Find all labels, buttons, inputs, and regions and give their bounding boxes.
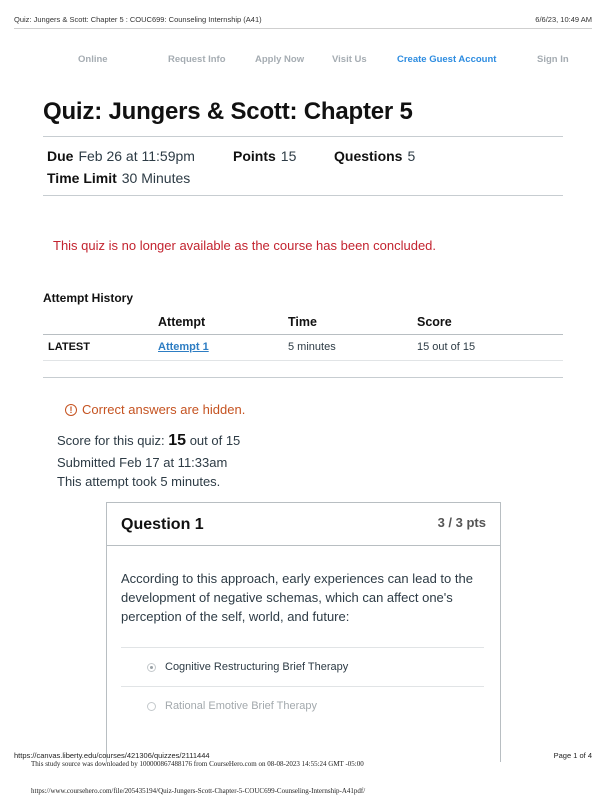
print-tab-title: Quiz: Jungers & Scott: Chapter 5 : COUC699: Counseling Internship (A41) xyxy=(14,15,262,24)
question-text: According to this approach, early experiences can lead to the development of negative schemas, which can affect one's perception of the self, world, and future: xyxy=(121,571,473,624)
table-header-divider xyxy=(43,334,563,335)
answer-option[interactable] xyxy=(147,661,348,673)
nav-request-info-link[interactable]: Request Info xyxy=(168,54,226,65)
nav-visit-us-link[interactable]: Visit Us xyxy=(332,54,367,65)
question-header xyxy=(107,503,500,546)
due-label: Due xyxy=(47,148,74,164)
print-header xyxy=(14,15,592,29)
question-1-card xyxy=(106,502,501,762)
nav-online-link[interactable]: Online xyxy=(78,54,108,65)
column-header-score: Score xyxy=(417,315,452,329)
print-footer-url: https://canvas.liberty.edu/courses/421306/quizzes/2111444 xyxy=(14,751,210,760)
time-limit-value: 30 Minutes xyxy=(121,170,191,186)
score-summary xyxy=(57,432,240,450)
answers-hidden-text: Correct answers are hidden. xyxy=(82,402,246,417)
nav-create-guest-account-link[interactable]: Create Guest Account xyxy=(397,54,497,65)
attempt-history-title: Attempt History xyxy=(43,291,134,305)
course-concluded-notice: This quiz is no longer available as the course has been concluded. xyxy=(53,238,437,253)
quiz-due xyxy=(47,148,195,164)
questions-label: Questions xyxy=(334,148,403,164)
quiz-questions xyxy=(334,148,415,164)
attempt-duration: This attempt took 5 minutes. xyxy=(57,474,221,489)
points-label: Points xyxy=(233,148,276,164)
submitted-time: Submitted Feb 17 at 11:33am xyxy=(57,455,228,470)
question-points: 3 / 3 pts xyxy=(437,515,486,530)
latest-badge: LATEST xyxy=(48,341,90,353)
score-suffix: out of 15 xyxy=(186,433,241,448)
answer-option[interactable] xyxy=(147,700,317,712)
radio-icon xyxy=(147,702,156,711)
quiz-title: Quiz: Jungers & Scott: Chapter 5 xyxy=(43,98,413,125)
print-page-number: Page 1 of 4 xyxy=(553,751,592,760)
quiz-points xyxy=(233,148,296,164)
source-url: https://www.coursehero.com/file/205435194/Quiz-Jungers-Scott-Chapter-5-COUC699-Counseling-Internship-A41pdf/ xyxy=(31,787,366,795)
warning-icon: ! xyxy=(65,404,77,416)
radio-selected-icon xyxy=(147,663,156,672)
answer-label: Cognitive Restructuring Brief Therapy xyxy=(165,661,349,673)
divider xyxy=(43,136,563,137)
score-prefix: Score for this quiz: xyxy=(57,433,169,448)
column-header-time: Time xyxy=(288,315,317,329)
answer-label: Rational Emotive Brief Therapy xyxy=(165,700,318,712)
column-header-attempt: Attempt xyxy=(158,315,206,329)
nav-sign-in-link[interactable]: Sign In xyxy=(537,54,569,65)
divider xyxy=(43,195,563,196)
answer-divider xyxy=(121,647,484,648)
time-limit-label: Time Limit xyxy=(47,170,117,186)
points-value: 15 xyxy=(280,148,297,164)
download-source-notice: This study source was downloaded by 100000867488176 from CourseHero.com on 08-08-2023 14:55:24 GMT -05:00 xyxy=(31,760,364,768)
question-name: Question 1 xyxy=(121,516,204,533)
table-row-divider xyxy=(43,360,563,361)
score-value: 15 xyxy=(168,432,187,449)
answer-divider xyxy=(121,686,484,687)
attempt-score: 15 out of 15 xyxy=(417,341,476,353)
attempt-1-link[interactable]: Attempt 1 xyxy=(158,341,209,353)
quiz-time-limit xyxy=(47,170,190,186)
divider xyxy=(43,377,563,378)
questions-value: 5 xyxy=(407,148,416,164)
attempt-time: 5 minutes xyxy=(288,341,336,353)
print-datetime: 6/6/23, 10:49 AM xyxy=(535,15,592,24)
nav-apply-now-link[interactable]: Apply Now xyxy=(255,54,305,65)
answers-hidden-notice xyxy=(65,402,245,417)
top-navigation xyxy=(0,54,606,70)
due-value: Feb 26 at 11:59pm xyxy=(78,148,195,164)
